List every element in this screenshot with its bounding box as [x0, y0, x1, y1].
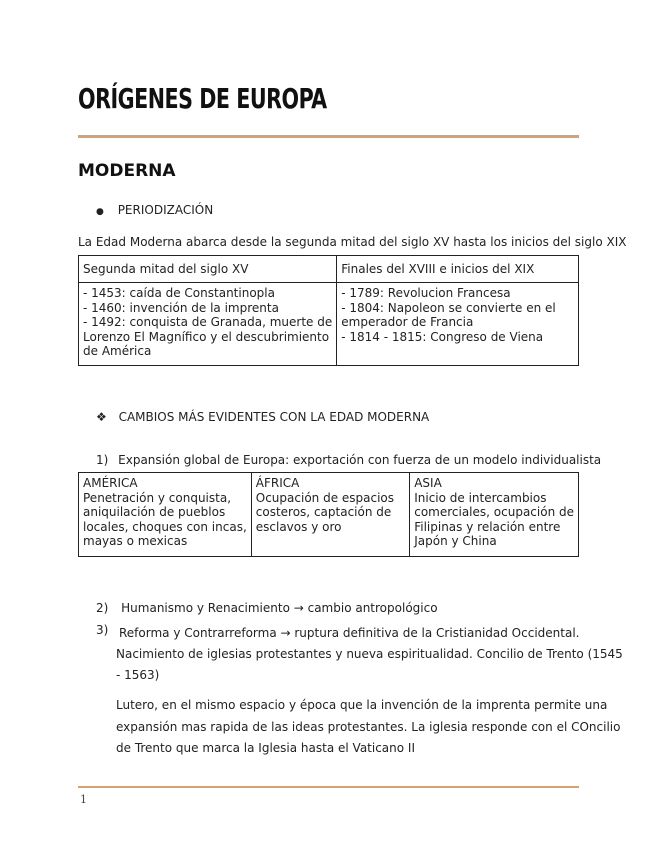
continent-name: ÁFRICA	[255, 476, 300, 490]
paragraph-line: Lutero, en el mismo espacio y época que la invención de la imprenta permite una	[116, 698, 608, 712]
table-line: mayas o mexicas	[83, 534, 188, 548]
changes-label: CAMBIOS MÁS EVIDENTES CON LA EDAD MODERNA	[118, 410, 430, 424]
page-title: ORÍGENES DE EUROPA	[78, 82, 327, 115]
table-line: - 1460: invención de la imprenta	[83, 300, 279, 315]
section-heading: MODERNA	[78, 161, 176, 181]
list-item-2	[96, 601, 438, 615]
continent-name: ASIA	[414, 476, 442, 490]
list-number: 1)	[96, 453, 109, 467]
periodization-table	[78, 255, 579, 366]
table-line: - 1804: Napoleon se convierte en el	[341, 300, 556, 315]
title-divider	[78, 135, 579, 138]
list-item-3-number: 3)	[96, 623, 109, 637]
table-line: esclavos y oro	[255, 519, 342, 534]
list-text: Expansión global de Europa: exportación con fuerza de un modelo individualista	[118, 453, 602, 467]
table-header-cell: Segunda mitad del siglo XV	[79, 256, 337, 283]
periodization-label: PERIODIZACIÓN	[117, 203, 214, 217]
paragraph	[116, 695, 620, 760]
bullet-dot-icon: ●	[96, 207, 104, 217]
page-number: 1	[80, 793, 87, 806]
continent-name: AMÉRICA	[83, 476, 138, 490]
table-line: de América	[83, 344, 152, 358]
table-line: Japón y China	[414, 534, 497, 548]
continents-table	[78, 472, 579, 557]
table-line: emperador de Francia	[341, 315, 474, 329]
bullet-periodization	[96, 203, 213, 217]
table-line: comerciales, ocupación de	[414, 505, 574, 519]
list-item-1	[96, 453, 601, 467]
list-text: Humanismo y Renacimiento → cambio antropológico	[121, 601, 438, 615]
table-line: Lorenzo El Magnífico y el descubrimiento	[83, 329, 330, 344]
table-line: locales, choques con incas,	[83, 519, 247, 534]
paragraph-line: expansión mas rapida de las ideas protestantes. La iglesia responde con el COncilio	[116, 719, 621, 734]
table-header-cell: Finales del XVIII e inicios del XIX	[337, 256, 579, 283]
table-line: Penetración y conquista,	[83, 490, 232, 505]
list-item-3	[116, 623, 623, 686]
table-line: Ocupación de espacios	[255, 490, 395, 505]
periodization-intro: La Edad Moderna abarca desde la segunda mitad del siglo XV hasta los inicios del siglo XIX	[78, 235, 627, 249]
list-number: 2)	[96, 601, 109, 615]
continent-cell-asia	[410, 473, 579, 557]
bullet-changes	[96, 410, 429, 424]
table-cell	[337, 283, 579, 366]
table-line: aniquilación de pueblos	[83, 505, 226, 519]
list-text: - 1563)	[116, 668, 160, 682]
table-line: - 1453: caída de Constantinopla	[83, 286, 275, 300]
table-line: Inicio de intercambios	[414, 490, 547, 505]
paragraph-line: de Trento que marca la Iglesia hasta el Vaticano II	[116, 741, 416, 755]
list-text: Nacimiento de iglesias protestantes y nueva espiritualidad. Concilio de Trento (1545	[116, 647, 623, 661]
continent-cell-america	[79, 473, 252, 557]
table-cell	[79, 283, 337, 366]
table-line: - 1814 - 1815: Congreso de Viena	[341, 329, 544, 344]
table-line: costeros, captación de	[255, 505, 392, 519]
footer-divider	[78, 786, 579, 788]
diamond-bullet-icon: ❖	[96, 410, 107, 424]
table-line: - 1789: Revolucion Francesa	[341, 286, 511, 300]
table-line: Filipinas y relación entre	[414, 519, 561, 534]
list-text: Reforma y Contrarreforma → ruptura definitiva de la Cristianidad Occidental.	[119, 626, 580, 640]
table-line: - 1492: conquista de Granada, muerte de	[83, 315, 333, 329]
continent-cell-africa	[251, 473, 409, 557]
